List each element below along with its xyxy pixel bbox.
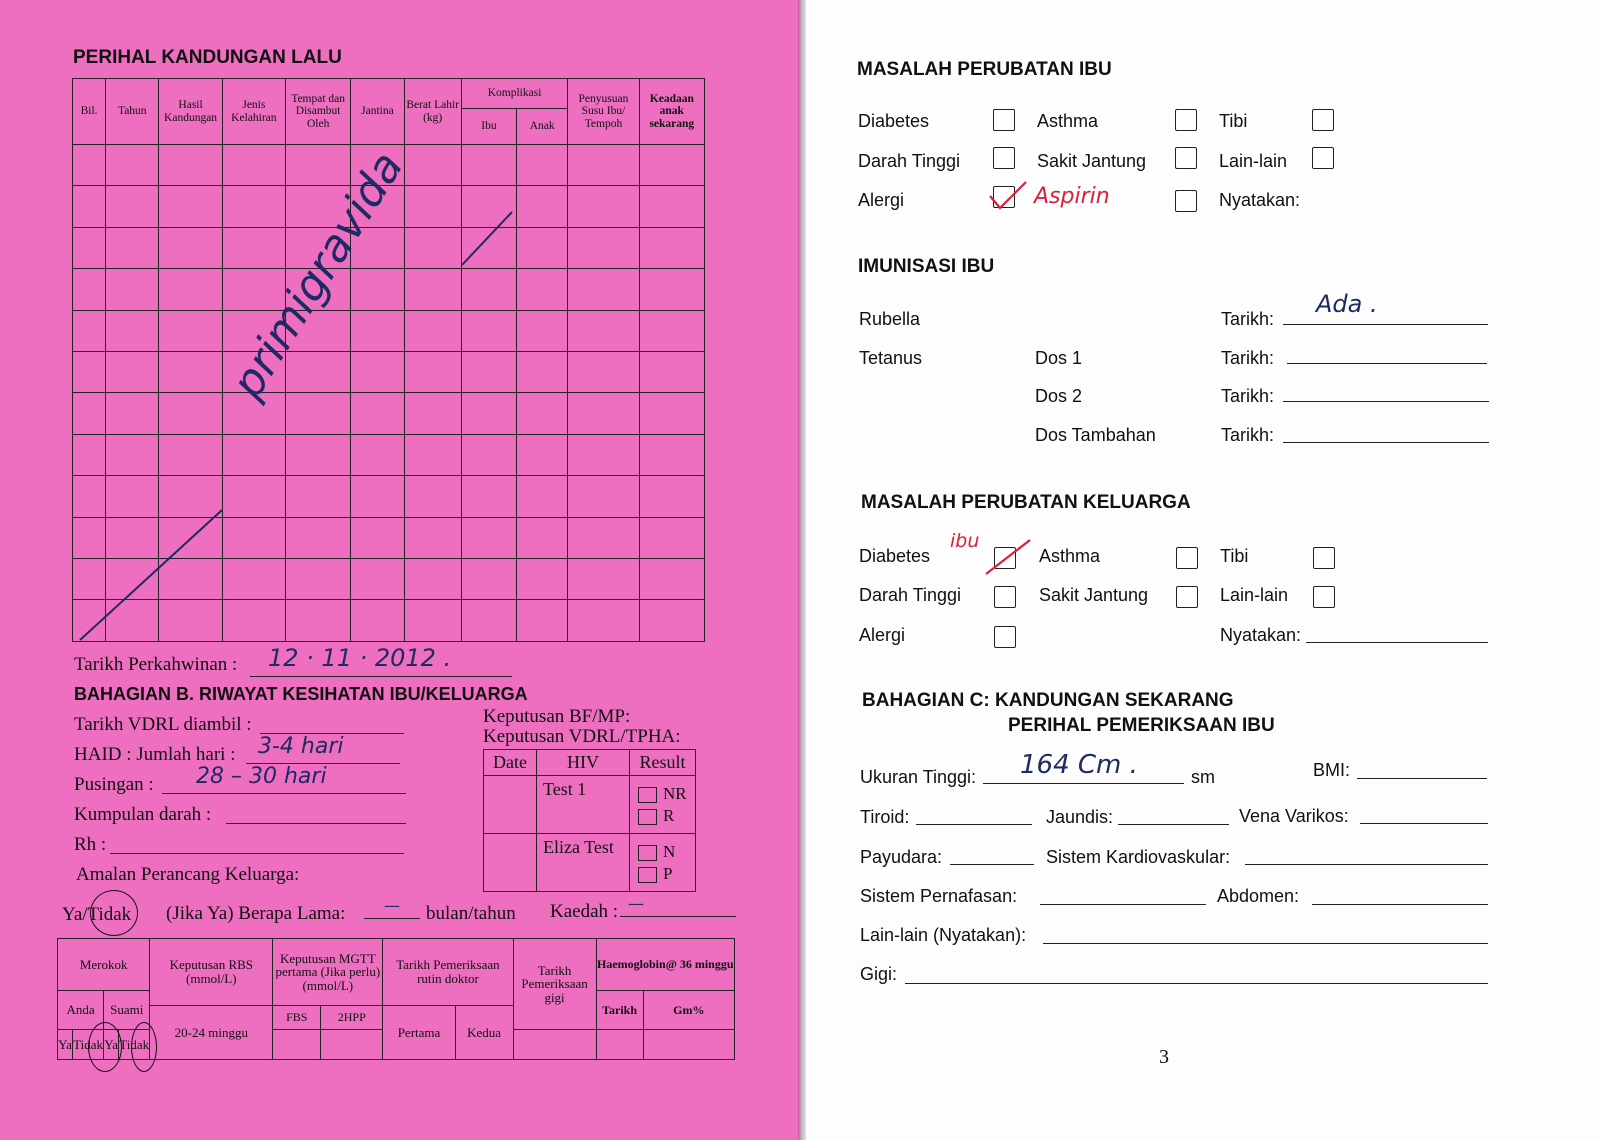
family-other-label: Lain-lain [1220,585,1289,605]
mother-allergy-label: Alergi [858,190,905,210]
mother-diabetes-checkbox[interactable] [993,109,1015,131]
rh-label: Rh : [74,834,107,855]
mother-heart-label: Sakit Jantung [1037,151,1147,171]
jaundis-label: Jaundis: [1046,807,1114,827]
table-strike-marks [0,0,800,700]
teeth-label: Gigi: [860,964,898,984]
rubella-date-label: Tarikh: [1221,309,1275,329]
hb-tarikh: Tarikh [596,991,643,1030]
result-r-option[interactable]: R [638,805,695,827]
family-asthma-checkbox[interactable] [1176,547,1198,569]
vdrl-tpha-label: Keputusan VDRL/TPHA: [483,726,681,747]
duration-unit: bulan/tahun [426,903,516,924]
mother-asthma-label: Asthma [1037,111,1099,131]
fbs-header: FBS [273,1006,321,1030]
mother-other-checkbox[interactable] [1312,147,1334,169]
family-diabetes-note[interactable]: ibu [950,530,980,552]
respiratory-label: Sistem Pernafasan: [860,886,1018,906]
varicose-label: Vena Varikos: [1239,806,1349,826]
dose-1-label: Dos 1 [1035,348,1083,368]
mother-specify-checkbox[interactable] [1175,190,1197,212]
marriage-date-label: Tarikh Perkahwinan : [74,654,238,675]
hiv-col-result: Result [630,750,696,776]
bmi-label: BMI: [1313,760,1351,780]
method-value[interactable]: — [628,894,644,913]
height-value[interactable]: 164 Cm . [1020,750,1138,780]
mother-asthma-checkbox[interactable] [1175,109,1197,131]
suami-ya[interactable]: Ya [104,1030,119,1060]
family-tibi-label: Tibi [1220,546,1249,566]
mother-diabetes-label: Diabetes [858,111,930,131]
dose-2-label: Dos 2 [1035,386,1083,406]
anda-header: Anda [58,991,104,1030]
col-keadaan: Keadaan anak sekarang [639,79,704,145]
tiroid-label: Tiroid: [860,807,910,827]
col-berat: Berat Lahir (kg) [404,79,461,145]
col-penyusuan: Penyusuan Susu Ibu/ Tempoh [568,79,639,145]
hb-header: Haemoglobin@ 36 minggu [596,939,734,991]
height-unit: sm [1191,767,1215,787]
mother-tibi-label: Tibi [1219,111,1248,131]
anda-tidak[interactable]: Tidak [73,1030,104,1060]
suami-ya-circle [131,1022,157,1072]
anda-ya[interactable]: Ya [58,1030,73,1060]
family-allergy-checkbox[interactable] [994,626,1016,648]
tetanus-label: Tetanus [859,348,923,368]
hiv-col-date: Date [484,750,537,776]
haid-label: HAID : Jumlah hari : [74,744,236,765]
family-planning-label: Amalan Perancang Keluarga: [76,864,300,885]
allergy-check-mark [986,178,1030,214]
tidak-circle-mark [90,890,138,936]
suami-header: Suami [104,991,150,1030]
family-med-title: MASALAH PERUBATAN KELUARGA [861,492,1191,513]
rbs-week: 20-24 minggu [150,1006,273,1060]
duration-value[interactable]: — [384,896,400,915]
duration-label: (Jika Ya) Berapa Lama: [166,903,346,924]
result-p-option[interactable]: P [638,863,695,885]
doctor-exam-header: Tarikh Pemeriksaan rutin doktor [383,939,513,1006]
mother-med-title: MASALAH PERUBATAN IBU [857,59,1112,80]
family-hypertension-checkbox[interactable] [994,586,1016,608]
rbs-header: Keputusan RBS (mmol/L) [150,939,273,1006]
col-jenis: Jenis Kelahiran [222,79,285,145]
mother-hypertension-label: Darah Tinggi [858,151,961,171]
family-specify-label: Nyatakan: [1220,625,1302,645]
teeth-exam-header: Tarikh Pemeriksaan gigi [513,939,596,1030]
vdrl-date-label: Tarikh VDRL diambil : [74,714,252,735]
blood-group-label: Kumpulan darah : [74,804,212,825]
rubella-date-value[interactable]: Ada . [1316,290,1378,318]
marriage-date-value[interactable]: 12 · 11 · 2012 . [268,644,452,672]
col-tahun: Tahun [106,79,159,145]
allergy-note-aspirin[interactable]: Aspirin [1034,184,1110,209]
family-diabetes-label: Diabetes [859,546,931,566]
col-bil: Bil. [73,79,106,145]
hiv-col-hiv: HIV [537,750,630,776]
mgtt-header: Keputusan MGTT pertama (Jika perlu) (mmol/L) [273,939,383,1006]
col-tempat: Tempat dan Disambut Oleh [286,79,351,145]
other-specify-label: Lain-lain (Nyatakan): [860,925,1027,945]
family-other-checkbox[interactable] [1313,586,1335,608]
eliza-test-label: Eliza Test [537,834,630,892]
family-heart-label: Sakit Jantung [1039,585,1149,605]
family-tibi-checkbox[interactable] [1313,547,1335,569]
second-exam-header: Kedua [455,1006,513,1060]
rubella-label: Rubella [859,309,921,329]
booster-dose-label: Dos Tambahan [1035,425,1156,445]
immunization-title: IMUNISASI IBU [858,256,995,277]
family-diabetes-mark [982,536,1034,578]
first-exam-header: Pertama [383,1006,455,1060]
smoking-tests-table [57,938,735,1060]
mother-other-label: Lain-lain [1219,151,1288,171]
section-c-title: BAHAGIAN C: KANDUNGAN SEKARANG [862,690,1234,711]
col-komplikasi: Komplikasi [461,79,567,109]
family-hypertension-label: Darah Tinggi [859,585,962,605]
result-n-option[interactable]: N [638,841,695,863]
cardio-label: Sistem Kardiovaskular: [1046,847,1231,867]
section-c-subtitle: PERIHAL PEMERIKSAAN IBU [1008,715,1275,736]
family-allergy-label: Alergi [859,625,906,645]
height-label: Ukuran Tinggi: [860,767,977,787]
mother-tibi-checkbox[interactable] [1312,109,1334,131]
col-hasil: Hasil Kandungan [159,79,222,145]
handwritten-primigravida: primigravida [222,142,414,408]
col-jantina: Jantina [351,79,404,145]
booster-date-label: Tarikh: [1221,425,1275,445]
suami-tidak[interactable]: Tidak [119,1030,150,1060]
hiv-test-table [483,749,696,892]
past-pregnancy-title: PERIHAL KANDUNGAN LALU [73,47,342,68]
dose-1-date-label: Tarikh: [1221,348,1275,368]
col-komplikasi-ibu: Ibu [461,109,516,145]
pusingan-label: Pusingan : [74,774,154,795]
mother-hypertension-checkbox[interactable] [993,147,1015,169]
family-asthma-label: Asthma [1039,546,1101,566]
family-heart-checkbox[interactable] [1176,586,1198,608]
page-number: 3 [1159,1046,1169,1068]
col-komplikasi-anak: Anak [517,109,568,145]
result-nr-option[interactable]: NR [638,783,695,805]
section-b-title: BAHAGIAN B. RIWAYAT KESIHATAN IBU/KELUARGA [74,684,528,704]
payudara-label: Payudara: [860,847,943,867]
pusingan-value[interactable]: 28 – 30 hari [196,764,327,789]
anda-tidak-circle [88,1022,122,1072]
hb-gm: Gm% [643,991,734,1030]
hpp-header: 2HPP [321,1006,383,1030]
merokok-header: Merokok [58,939,150,991]
method-label: Kaedah : [550,901,619,922]
abdomen-label: Abdomen: [1217,886,1300,906]
mother-specify-label: Nyatakan: [1219,190,1301,210]
dose-2-date-label: Tarikh: [1221,386,1275,406]
bf-mp-label: Keputusan BF/MP: [483,706,631,727]
test-1-label: Test 1 [537,776,630,834]
mother-heart-checkbox[interactable] [1175,147,1197,169]
haid-value[interactable]: 3-4 hari [258,734,344,759]
ya-tidak[interactable]: Ya/Tidak [62,904,132,925]
